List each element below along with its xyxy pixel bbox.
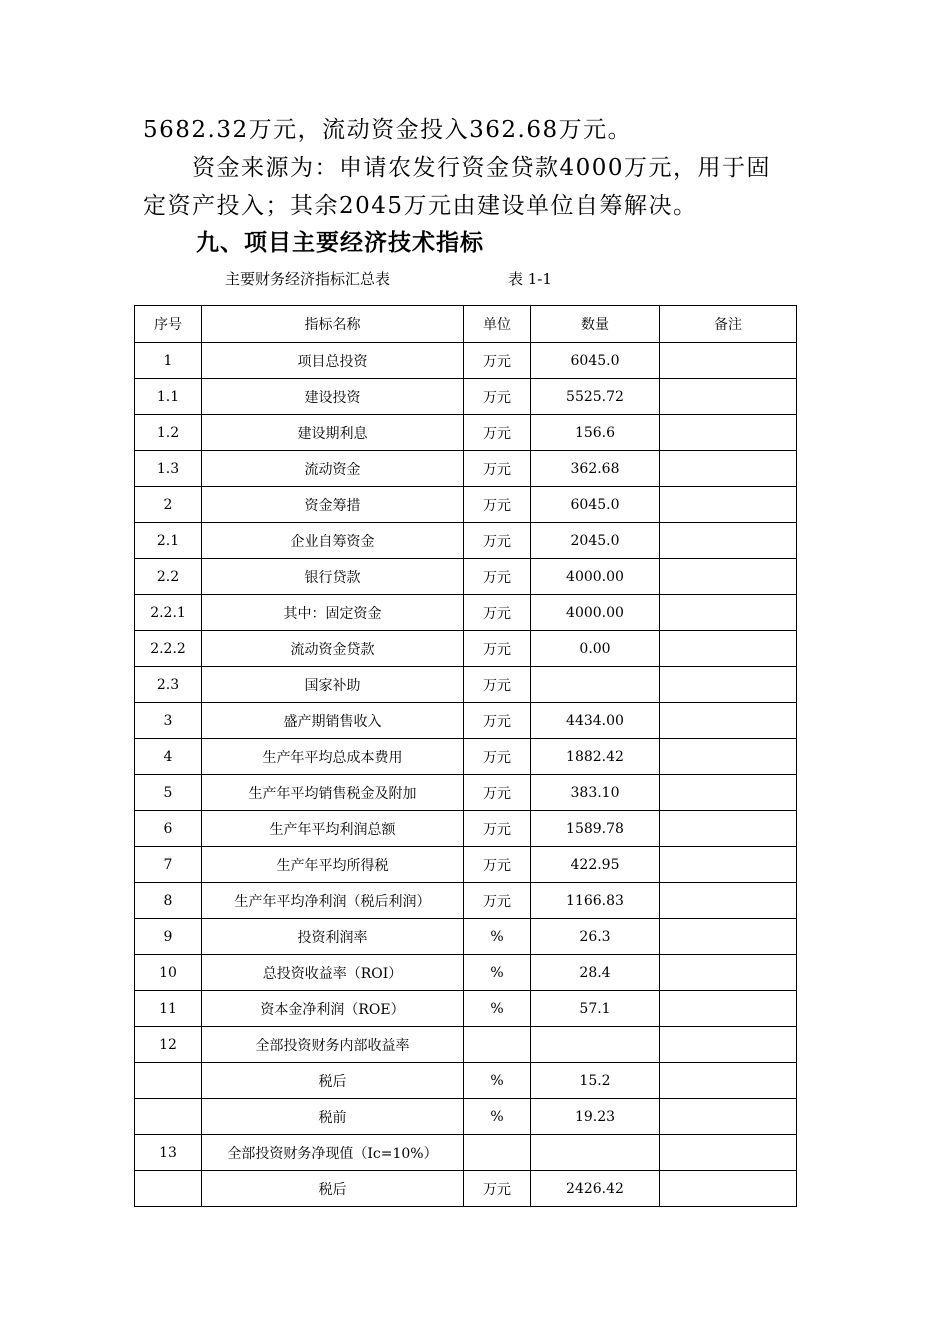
cell-index: 2.2.1	[135, 595, 202, 631]
cell-index	[135, 1063, 202, 1099]
cell-unit	[464, 1027, 531, 1063]
cell-quantity	[531, 667, 660, 703]
cell-unit: 万元	[464, 811, 531, 847]
cell-index: 4	[135, 739, 202, 775]
cell-remark	[660, 775, 797, 811]
cell-remark	[660, 667, 797, 703]
cell-quantity: 4000.00	[531, 559, 660, 595]
cell-quantity: 2426.42	[531, 1171, 660, 1207]
cell-index: 10	[135, 955, 202, 991]
cell-unit: 万元	[464, 343, 531, 379]
cell-name: 资本金净利润（ROE）	[202, 991, 464, 1027]
financial-indicators-table	[134, 305, 797, 1207]
table-row	[135, 415, 797, 451]
cell-name: 生产年平均利润总额	[202, 811, 464, 847]
cell-name: 税后	[202, 1171, 464, 1207]
header-cell-index: 序号	[135, 306, 202, 343]
cell-unit: 万元	[464, 487, 531, 523]
table-row	[135, 631, 797, 667]
table-row	[135, 1099, 797, 1135]
cell-quantity: 15.2	[531, 1063, 660, 1099]
cell-unit: 万元	[464, 847, 531, 883]
cell-quantity: 383.10	[531, 775, 660, 811]
cell-quantity: 156.6	[531, 415, 660, 451]
cell-quantity: 0.00	[531, 631, 660, 667]
cell-unit: 万元	[464, 523, 531, 559]
cell-remark	[660, 379, 797, 415]
cell-unit: 万元	[464, 415, 531, 451]
cell-name: 其中：固定资金	[202, 595, 464, 631]
cell-quantity: 5525.72	[531, 379, 660, 415]
cell-index: 5	[135, 775, 202, 811]
cell-index: 7	[135, 847, 202, 883]
cell-remark	[660, 1063, 797, 1099]
cell-index: 2.1	[135, 523, 202, 559]
body-text-line: 定资产投入；其余2045万元由建设单位自筹解决。	[143, 193, 698, 219]
cell-name: 生产年平均净利润（税后利润）	[202, 883, 464, 919]
cell-unit: 万元	[464, 667, 531, 703]
cell-remark	[660, 451, 797, 487]
table-row	[135, 883, 797, 919]
cell-name: 国家补助	[202, 667, 464, 703]
cell-quantity: 4000.00	[531, 595, 660, 631]
header-cell-quantity: 数量	[531, 306, 660, 343]
table-row	[135, 343, 797, 379]
cell-unit: 万元	[464, 595, 531, 631]
cell-index: 1.3	[135, 451, 202, 487]
table-body	[135, 343, 797, 1207]
cell-name: 生产年平均销售税金及附加	[202, 775, 464, 811]
cell-remark	[660, 1135, 797, 1171]
cell-quantity: 28.4	[531, 955, 660, 991]
table-row	[135, 847, 797, 883]
cell-unit: 万元	[464, 559, 531, 595]
cell-index: 12	[135, 1027, 202, 1063]
cell-name: 流动资金	[202, 451, 464, 487]
cell-remark	[660, 523, 797, 559]
cell-unit: %	[464, 1099, 531, 1135]
table-row	[135, 1135, 797, 1171]
cell-index	[135, 1171, 202, 1207]
cell-unit: %	[464, 1063, 531, 1099]
cell-unit: 万元	[464, 631, 531, 667]
cell-quantity: 1882.42	[531, 739, 660, 775]
cell-name: 全部投资财务内部收益率	[202, 1027, 464, 1063]
table-row	[135, 919, 797, 955]
cell-index: 9	[135, 919, 202, 955]
cell-remark	[660, 811, 797, 847]
table-number: 表 1-1	[508, 270, 552, 288]
cell-unit: %	[464, 955, 531, 991]
table-title: 主要财务经济指标汇总表	[225, 270, 391, 288]
table-row	[135, 379, 797, 415]
cell-index: 6	[135, 811, 202, 847]
cell-unit: %	[464, 919, 531, 955]
cell-index: 11	[135, 991, 202, 1027]
cell-quantity: 19.23	[531, 1099, 660, 1135]
cell-remark	[660, 343, 797, 379]
table-row	[135, 487, 797, 523]
table-row	[135, 1171, 797, 1207]
cell-name: 项目总投资	[202, 343, 464, 379]
table-row	[135, 595, 797, 631]
cell-name: 税前	[202, 1099, 464, 1135]
cell-name: 生产年平均所得税	[202, 847, 464, 883]
cell-name: 投资利润率	[202, 919, 464, 955]
cell-quantity: 6045.0	[531, 487, 660, 523]
cell-quantity	[531, 1027, 660, 1063]
cell-quantity: 422.95	[531, 847, 660, 883]
cell-name: 税后	[202, 1063, 464, 1099]
cell-index: 2	[135, 487, 202, 523]
cell-unit: 万元	[464, 379, 531, 415]
header-cell-name: 指标名称	[202, 306, 464, 343]
table-row	[135, 451, 797, 487]
cell-unit: 万元	[464, 703, 531, 739]
cell-remark	[660, 919, 797, 955]
table-row	[135, 1027, 797, 1063]
section-heading: 九、项目主要经济技术指标	[196, 230, 484, 256]
cell-remark	[660, 559, 797, 595]
cell-quantity: 362.68	[531, 451, 660, 487]
cell-remark	[660, 1099, 797, 1135]
cell-unit	[464, 1135, 531, 1171]
cell-name: 银行贷款	[202, 559, 464, 595]
cell-index: 1.2	[135, 415, 202, 451]
cell-unit: 万元	[464, 883, 531, 919]
cell-remark	[660, 847, 797, 883]
cell-index: 3	[135, 703, 202, 739]
table-header-row	[135, 306, 797, 343]
table-row	[135, 523, 797, 559]
cell-remark	[660, 595, 797, 631]
table-row	[135, 739, 797, 775]
cell-quantity: 26.3	[531, 919, 660, 955]
cell-quantity: 4434.00	[531, 703, 660, 739]
cell-quantity: 6045.0	[531, 343, 660, 379]
body-text-line: 5682.32万元，流动资金投入362.68万元。	[143, 117, 633, 143]
cell-name: 企业自筹资金	[202, 523, 464, 559]
cell-name: 建设投资	[202, 379, 464, 415]
cell-remark	[660, 703, 797, 739]
cell-remark	[660, 487, 797, 523]
cell-quantity	[531, 1135, 660, 1171]
table-row	[135, 955, 797, 991]
cell-index: 8	[135, 883, 202, 919]
cell-index: 1	[135, 343, 202, 379]
cell-quantity: 2045.0	[531, 523, 660, 559]
table-row	[135, 667, 797, 703]
cell-quantity: 1166.83	[531, 883, 660, 919]
cell-quantity: 57.1	[531, 991, 660, 1027]
cell-remark	[660, 955, 797, 991]
cell-name: 全部投资财务净现值（Ic=10%）	[202, 1135, 464, 1171]
table-row	[135, 991, 797, 1027]
cell-index: 2.3	[135, 667, 202, 703]
body-text-line: 资金来源为：申请农发行资金贷款4000万元，用于固	[143, 155, 772, 181]
cell-unit: 万元	[464, 775, 531, 811]
cell-name: 流动资金贷款	[202, 631, 464, 667]
cell-remark	[660, 1171, 797, 1207]
cell-name: 生产年平均总成本费用	[202, 739, 464, 775]
cell-unit: 万元	[464, 451, 531, 487]
cell-remark	[660, 415, 797, 451]
table-row	[135, 703, 797, 739]
cell-remark	[660, 1027, 797, 1063]
cell-name: 资金筹措	[202, 487, 464, 523]
table-row	[135, 775, 797, 811]
cell-remark	[660, 991, 797, 1027]
cell-remark	[660, 631, 797, 667]
cell-name: 总投资收益率（ROI）	[202, 955, 464, 991]
cell-index	[135, 1099, 202, 1135]
cell-remark	[660, 883, 797, 919]
cell-index: 13	[135, 1135, 202, 1171]
cell-index: 2.2.2	[135, 631, 202, 667]
cell-index: 2.2	[135, 559, 202, 595]
cell-quantity: 1589.78	[531, 811, 660, 847]
cell-index: 1.1	[135, 379, 202, 415]
cell-unit: %	[464, 991, 531, 1027]
table-row	[135, 559, 797, 595]
cell-name: 建设期利息	[202, 415, 464, 451]
table-row	[135, 811, 797, 847]
table-row	[135, 1063, 797, 1099]
header-cell-remark: 备注	[660, 306, 797, 343]
cell-name: 盛产期销售收入	[202, 703, 464, 739]
header-cell-unit: 单位	[464, 306, 531, 343]
cell-unit: 万元	[464, 739, 531, 775]
cell-remark	[660, 739, 797, 775]
cell-unit: 万元	[464, 1171, 531, 1207]
